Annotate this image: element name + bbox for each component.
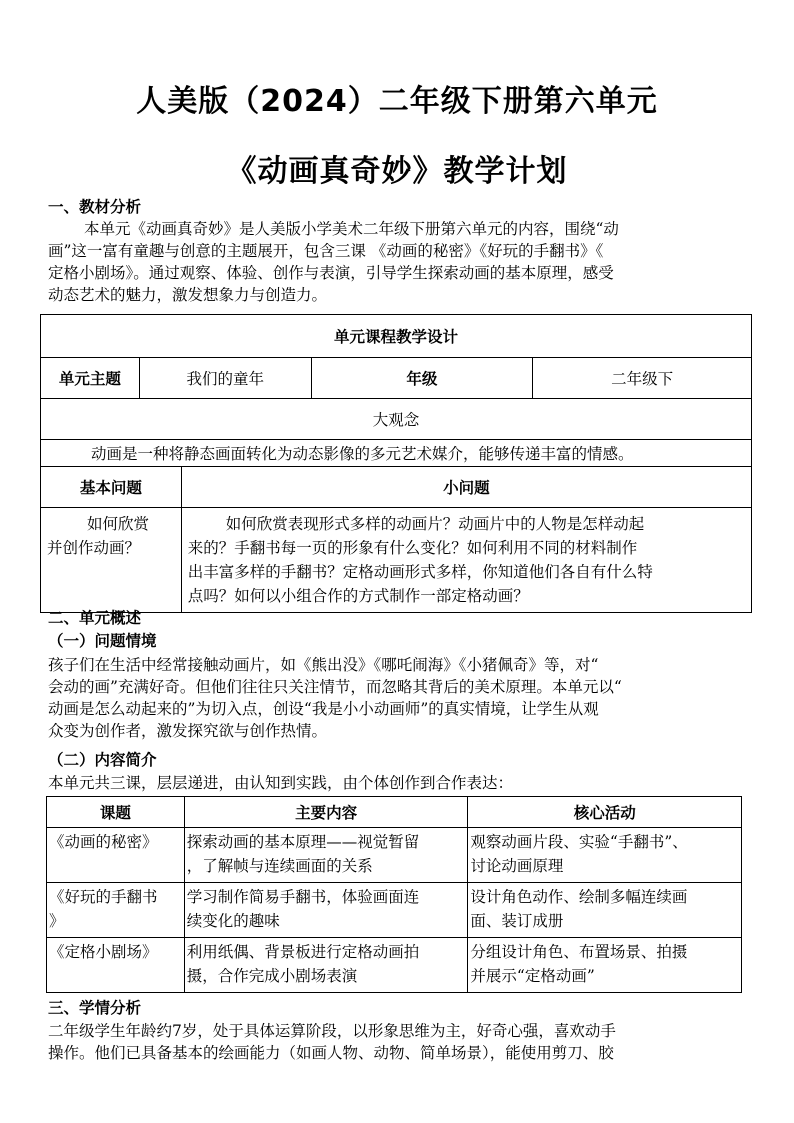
lessons-header-activity: 核心活动 xyxy=(468,797,742,828)
unit-table-title: 单元课程教学设计 xyxy=(41,315,752,358)
basic-question-label: 基本问题 xyxy=(41,467,182,508)
big-idea-text: 动画是一种将静态画面转化为动态影像的多元艺术媒介，能够传递丰富的情感。 xyxy=(41,440,752,467)
grade-label: 年级 xyxy=(311,358,533,399)
lesson-activity-cell xyxy=(468,828,742,883)
cell-line: 并展示“定格动画” xyxy=(470,967,595,985)
paragraph-line: 动画是怎么动起来的”为切入点，创设“我是小小动画师”的真实情境，让学生从观 xyxy=(48,700,599,718)
cell-line: 面、装订成册 xyxy=(470,912,564,930)
small-question-line: 出丰富多样的手翻书？定格动画形式多样，你知道他们各自有什么特 xyxy=(187,563,653,581)
lesson-title-cell xyxy=(47,828,185,883)
paragraph-line: 二年级学生年龄约7岁，处于具体运算阶段，以形象思维为主，好奇心强，喜欢动手 xyxy=(48,1022,616,1040)
unit-design-table xyxy=(40,314,752,613)
cell-line: 观察动画片段、实验“手翻书”、 xyxy=(470,833,688,851)
lesson-content-cell xyxy=(184,938,468,993)
lesson-content-cell xyxy=(184,883,468,938)
cell-line: 分组设计角色、布置场景、拍摄 xyxy=(470,943,688,961)
cell-line: ，了解帧与连续画面的关系 xyxy=(186,857,373,875)
table-row xyxy=(47,883,742,938)
document-title: 人美版（2024）二年级下册第六单元 xyxy=(136,84,658,119)
textbook-analysis-paragraph xyxy=(48,218,748,306)
subheading-problem-situation: （一）问题情境 xyxy=(48,632,157,650)
paragraph-line: 会动的画”充满好奇。但他们往往只关注情节，而忽略其背后的美术原理。本单元以“ xyxy=(48,678,622,696)
lesson-activity-cell xyxy=(468,938,742,993)
paragraph-line: 定格小剧场》。通过观察、体验、创作与表演，引导学生探索动画的基本原理，感受 xyxy=(48,264,614,282)
big-idea-label: 大观念 xyxy=(41,399,752,440)
cell-line: 《定格小剧场》 xyxy=(49,943,158,961)
paragraph-line: 操作。他们已具备基本的绘画能力（如画人物、动物、简单场景），能使用剪刀、胶 xyxy=(48,1044,614,1062)
lesson-title-cell xyxy=(47,883,185,938)
lessons-table xyxy=(46,796,742,993)
basic-question-line: 并创作动画？ xyxy=(47,539,141,557)
section-heading-unit-overview: 二、单元概述 xyxy=(48,609,142,627)
small-question-line: 来的？手翻书每一页的形象有什么变化？如何利用不同的材料制作 xyxy=(187,539,638,557)
unit-theme-label: 单元主题 xyxy=(41,358,140,399)
subheading-content-intro: （二）内容简介 xyxy=(48,751,157,769)
document-subtitle: 《动画真奇妙》教学计划 xyxy=(226,154,568,189)
lessons-header-title: 课题 xyxy=(47,797,185,828)
grade-value: 二年级下 xyxy=(533,358,752,399)
unit-theme-value: 我们的童年 xyxy=(139,358,311,399)
cell-line: 《动画的秘密》 xyxy=(49,833,158,851)
small-question-text xyxy=(181,508,751,613)
cell-line: 学习制作简易手翻书，体验画面连 xyxy=(186,888,420,906)
section-heading-learner-analysis: 三、学情分析 xyxy=(48,999,142,1017)
table-row xyxy=(47,828,742,883)
cell-line: 讨论动画原理 xyxy=(470,857,564,875)
basic-question-text xyxy=(41,508,182,613)
problem-situation-paragraph xyxy=(48,654,748,742)
paragraph-line: 孩子们在生活中经常接触动画片，如《熊出没》《哪吒闹海》《小猪佩奇》等，对“ xyxy=(48,656,599,674)
paragraph-line: 众变为创作者，激发探究欲与创作热情。 xyxy=(48,722,328,740)
small-question-line: 如何欣赏表现形式多样的动画片？动画片中的人物是怎样动起 xyxy=(225,515,645,533)
content-intro-paragraph xyxy=(48,772,748,794)
cell-line: 摄，合作完成小剧场表演 xyxy=(186,967,358,985)
learner-analysis-paragraph xyxy=(48,1020,748,1064)
section-heading-textbook-analysis: 一、教材分析 xyxy=(48,198,142,216)
paragraph-line: 画”这一富有童趣与创意的主题展开，包含三课 《动画的秘密》《好玩的手翻书》《 xyxy=(48,242,604,260)
lesson-title-cell xyxy=(47,938,185,993)
lesson-activity-cell xyxy=(468,883,742,938)
cell-line: 设计角色动作、绘制多幅连续画 xyxy=(470,888,688,906)
lesson-content-cell xyxy=(184,828,468,883)
paragraph-line: 本单元《动画真奇妙》是人美版小学美术二年级下册第六单元的内容，围绕“动 xyxy=(84,220,619,238)
basic-question-line: 如何欣赏 xyxy=(87,515,150,533)
cell-line: 《好玩的手翻书 xyxy=(49,888,158,906)
cell-line: 探索动画的基本原理——视觉暂留 xyxy=(186,833,420,851)
table-row xyxy=(47,938,742,993)
lessons-header-content: 主要内容 xyxy=(184,797,468,828)
cell-line: 利用纸偶、背景板进行定格动画拍 xyxy=(186,943,420,961)
small-question-label: 小问题 xyxy=(181,467,751,508)
small-question-line: 点吗？如何以小组合作的方式制作一部定格动画？ xyxy=(187,587,529,605)
cell-line: 续变化的趣味 xyxy=(186,912,280,930)
cell-line: 》 xyxy=(49,912,65,930)
paragraph-line: 动态艺术的魅力，激发想象力与创造力。 xyxy=(48,286,328,304)
paragraph-line: 本单元共三课，层层递进，由认知到实践，由个体创作到合作表达： xyxy=(48,774,514,792)
